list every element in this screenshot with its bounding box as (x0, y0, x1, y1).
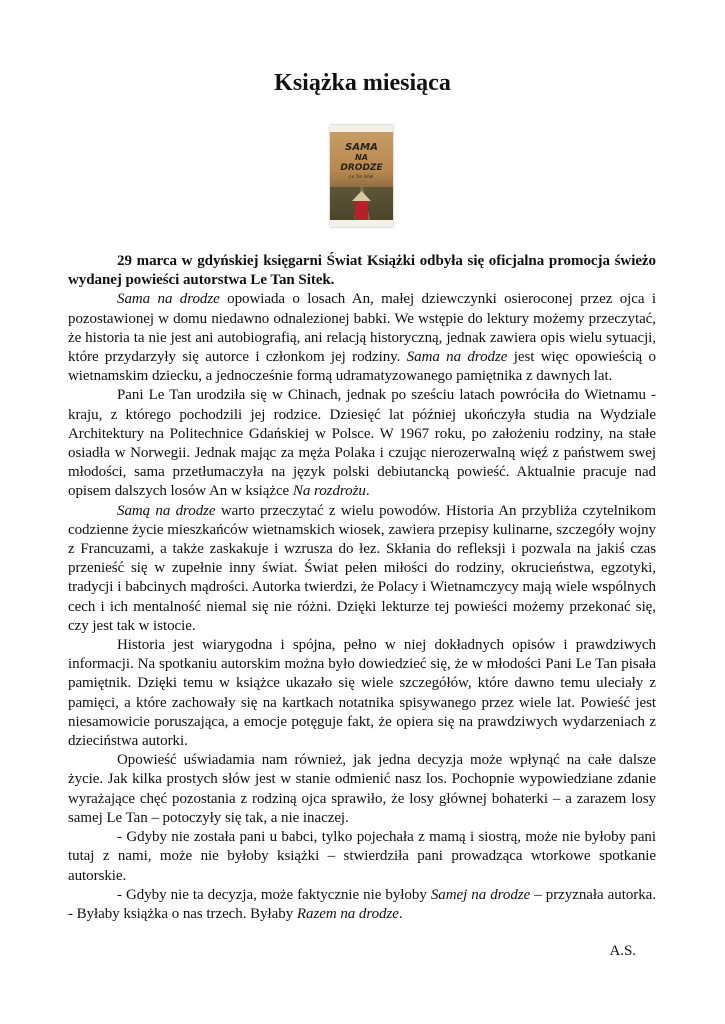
article-paragraph: - Gdyby nie została pani u babci, tylko pojechała z mamą i siostrą, może nie byłoby pani tutaj z nami, może nie byłoby książki – stwierdziła pani prowadząca wtorkowe spotkanie autorskie. (68, 829, 656, 884)
paragraph-text: - Gdyby nie ta decyzja, może faktycznie nie byłoby (117, 886, 431, 903)
cover-author: Le Tan Sitek (349, 174, 374, 179)
book-title-ref: Razem na drodze (296, 905, 399, 922)
book-title-ref: Samej na drodze (430, 886, 531, 903)
article-lead: 29 marca w gdyńskiej księgarni Świat Książki odbyła się oficjalna promocja świeżo wydanej powieści autorstwa Le Tan Sitek. (68, 253, 656, 289)
article-paragraph (68, 386, 656, 501)
article-paragraph (68, 290, 656, 386)
paragraph-text: . (398, 905, 403, 922)
book-title-ref: Na rozdrożu (292, 483, 366, 500)
paragraph-text: – przyznała autorka. - Byłaby książka o nas trzech. Byłaby (68, 886, 656, 922)
book-title-ref: Samą na drodze (117, 502, 216, 519)
paragraph-text: Pani Le Tan urodziła się w Chinach, jednak po sześciu latach powróciła do Wietnamu - kraju, z którego pochodzili jej rodzice. Dziesięć lat później ukończyła studia na Wydziale Architektury na Politechnice Gdańskiej w Polsce. W 1967 roku, po założeniu rodziny, na stałe osiadła w Norwegii. Jednak mając za męża Polaka i czując nierozerwalną więź z państwem swej młodości, sama przetłumaczyła na język polski debiutancką powieść. Aktualnie pracuje nad opisem dalszych losów An w książce (68, 387, 656, 500)
article-paragraph: Historia jest wiarygodna i spójna, pełno w niej dokładnych opisów i prawdziwych informacji. Na spotkaniu autorskim można było dowiedzieć się, że w młodości Pani Le Tan pisała pamiętnik. Dzięki temu w książce ukazało się wiele szczegółów, które dawno temu uleciały z pamięci, a które zachowały się na kartkach notatnika spisywanego przez wiele lat. Powieść jest niesamowicie poruszająca, a emocje potęguje fakt, że opiera się na prawdziwych wydarzeniach z dzieciństwa autorki. (68, 637, 656, 750)
cover-title-line2: NA (355, 153, 368, 162)
article-paragraph (68, 502, 656, 636)
book-cover-image (330, 125, 393, 227)
cover-title-line3: DRODZE (340, 163, 383, 173)
cover-title-line1: SAMA (345, 142, 378, 153)
author-signature: A.S. (609, 943, 636, 960)
page-title: Książka miesiąca (274, 70, 451, 96)
paragraph-text: jest więc opowieścią o wietnamskim dziecku, a jednocześnie formą udramatyzowanego pamiętnika z dawnych lat. (68, 349, 656, 385)
paragraph-text: opowiada o losach An, małej dziewczynki osieroconej przez ojca i pozostawionej w domu niedawno odnalezionej babki. We wstępie do lektury możemy przeczytać, że historia ta nie jest ani autobiografią, ani relacją historyczną, jednak zawiera opis wielu sytuacji, które przydarzyły się autorce i członkom jej rodziny. (68, 291, 656, 366)
article-paragraph (68, 886, 656, 924)
book-title-ref: Sama na drodze (117, 291, 220, 308)
article-paragraph: Opowieść uświadamia nam również, jak jedna decyzja może wpłynąć na całe dalsze życie. Jak kilka prostych słów jest w stanie odmienić nasz los. Pochopnie wypowiedziane zdanie wyrażające chęć pozostania z rodziną ojca sprawiło, że losy głównej bohaterki – a zarazem losy samej Le Tan – potoczyły się tak, a nie inaczej. (68, 752, 656, 826)
book-title-ref: Sama na drodze (406, 349, 508, 366)
paragraph-text: . (365, 483, 370, 500)
paragraph-text: warto przeczytać z wielu powodów. Historia An przybliża czytelnikom codzienne życie mieszkańców wietnamskich wiosek, zawiera przepisy kulinarne, szczegóły wojny z Francuzami, a także zaskakuje i wzrusza do łez. Skłania do refleksji i pozwala na jakiś czas przenieść się w zupełnie inny świat. Świat pełen miłości do rodziny, okrucieństwa, egzotyki, tradycji i babcinych mądrości. Autorka twierdzi, że Polacy i Wietnamczycy mają wiele wspólnych cech i ich mentalność niemal się nie różni. Dzięki lekturze tej powieści możemy przekonać się, czy jest tak w istocie. (68, 502, 656, 634)
article-body (68, 252, 656, 961)
